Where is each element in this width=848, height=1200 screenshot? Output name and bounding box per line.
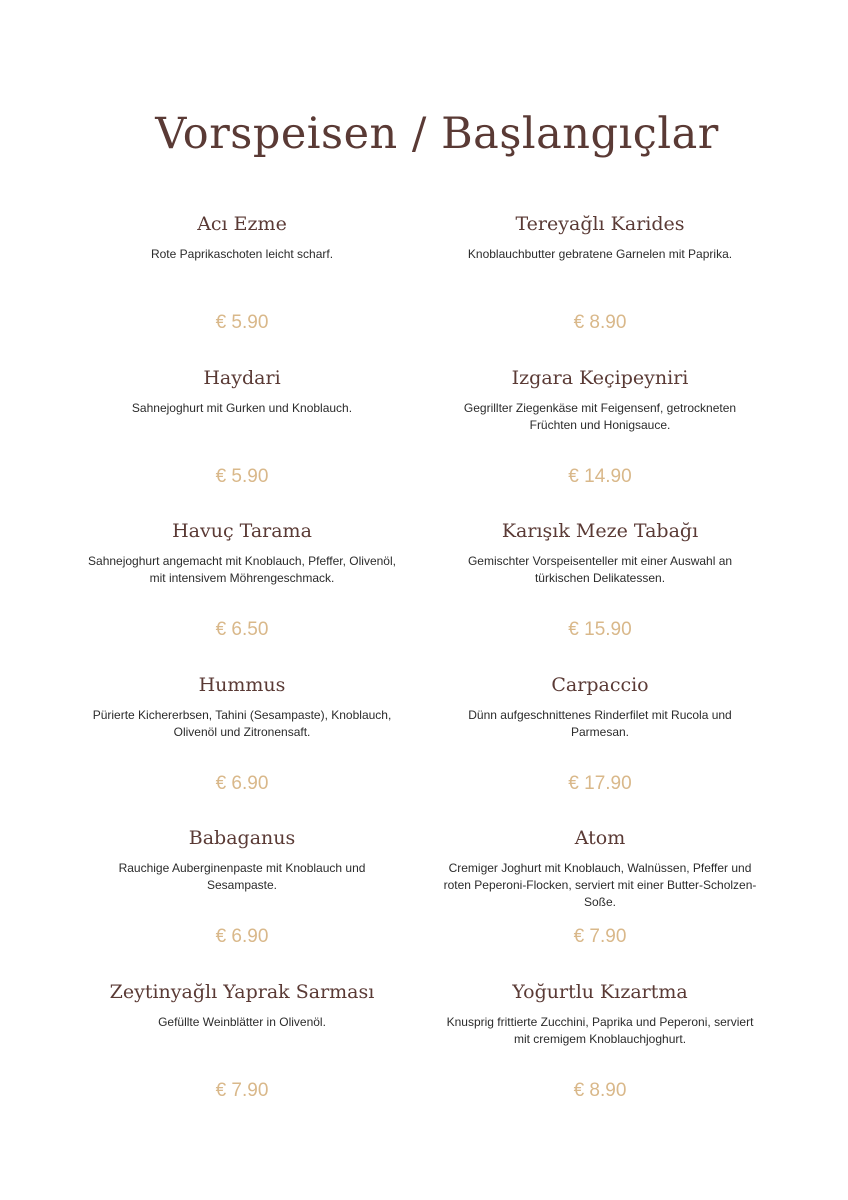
menu-item-havuc-tarama	[82, 512, 402, 652]
item-price: € 14.90	[568, 466, 632, 487]
item-description: Sahnejoghurt mit Gurken und Knoblauch.	[131, 401, 353, 415]
item-name: Acı Ezme	[197, 213, 287, 235]
item-price: € 17.90	[568, 773, 632, 794]
item-name: Carpaccio	[551, 674, 649, 696]
menu-item-carpaccio	[440, 666, 760, 806]
item-name: Babaganus	[188, 827, 296, 849]
item-description: Dünn aufgeschnittenes Rinderfilet mit Rucola und Parmesan.	[468, 708, 732, 739]
item-price: € 8.90	[573, 312, 627, 333]
item-name: Havuç Tarama	[172, 520, 312, 542]
item-price: € 7.90	[573, 926, 627, 947]
item-description: Knusprig frittierte Zucchini, Paprika und Peperoni, serviert mit cremigem Knoblauchjoghurt.	[446, 1015, 754, 1046]
item-price: € 5.90	[215, 312, 269, 333]
item-description: Pürierte Kichererbsen, Tahini (Sesampaste), Knoblauch, Olivenöl und Zitronensaft.	[92, 708, 392, 739]
menu-item-haydari	[82, 359, 402, 499]
item-description: Knoblauchbutter gebratene Garnelen mit Paprika.	[467, 247, 733, 261]
menu-item-tereyagli-karides	[440, 205, 760, 345]
menu-item-babaganus	[82, 819, 402, 959]
item-name: Hummus	[198, 674, 286, 696]
menu-item-yogurtlu-kizartma	[440, 973, 760, 1113]
item-price: € 8.90	[573, 1080, 627, 1101]
item-description: Cremiger Joghurt mit Knoblauch, Walnüssen, Pfeffer und roten Peperoni-Flocken, serviert mit einer Butter-Scholzen-Soße.	[443, 861, 757, 909]
item-description: Sahnejoghurt angemacht mit Knoblauch, Pfeffer, Olivenöl, mit intensivem Möhrengeschmack.	[88, 554, 396, 585]
menu-item-karisik-meze-tabagi	[440, 512, 760, 652]
item-description: Gemischter Vorspeisenteller mit einer Auswahl an türkischen Delikatessen.	[467, 554, 733, 585]
menu-item-izgara-kecipeyniri	[440, 359, 760, 499]
item-price: € 6.50	[215, 619, 269, 640]
item-price: € 15.90	[568, 619, 632, 640]
item-price: € 6.90	[215, 926, 269, 947]
item-name: Karışık Meze Tabağı	[501, 520, 699, 542]
item-price: € 5.90	[215, 466, 269, 487]
menu-item-zeytinyagli-yaprak-sarmasi	[82, 973, 402, 1113]
item-name: Tereyağlı Karides	[515, 213, 685, 235]
menu-item-hummus	[82, 666, 402, 806]
item-description: Gefüllte Weinblätter in Olivenöl.	[158, 1015, 326, 1029]
item-name: Yoğurtlu Kızartma	[512, 981, 688, 1003]
item-name: Izgara Keçipeyniri	[511, 367, 689, 389]
item-name: Atom	[574, 827, 626, 849]
item-name: Zeytinyağlı Yaprak Sarması	[109, 981, 375, 1003]
item-price: € 7.90	[215, 1080, 269, 1101]
item-name: Haydari	[203, 367, 281, 389]
item-description: Gegrillter Ziegenkäse mit Feigensenf, getrockneten Früchten und Honigsauce.	[463, 401, 737, 432]
menu-item-atom	[440, 819, 760, 959]
page-title: Vorspeisen / Başlangıçlar	[155, 109, 719, 159]
menu-item-aci-ezme	[82, 205, 402, 345]
item-description: Rote Paprikaschoten leicht scharf.	[150, 247, 334, 261]
item-description: Rauchige Auberginenpaste mit Knoblauch und Sesampaste.	[118, 861, 366, 892]
item-price: € 6.90	[215, 773, 269, 794]
